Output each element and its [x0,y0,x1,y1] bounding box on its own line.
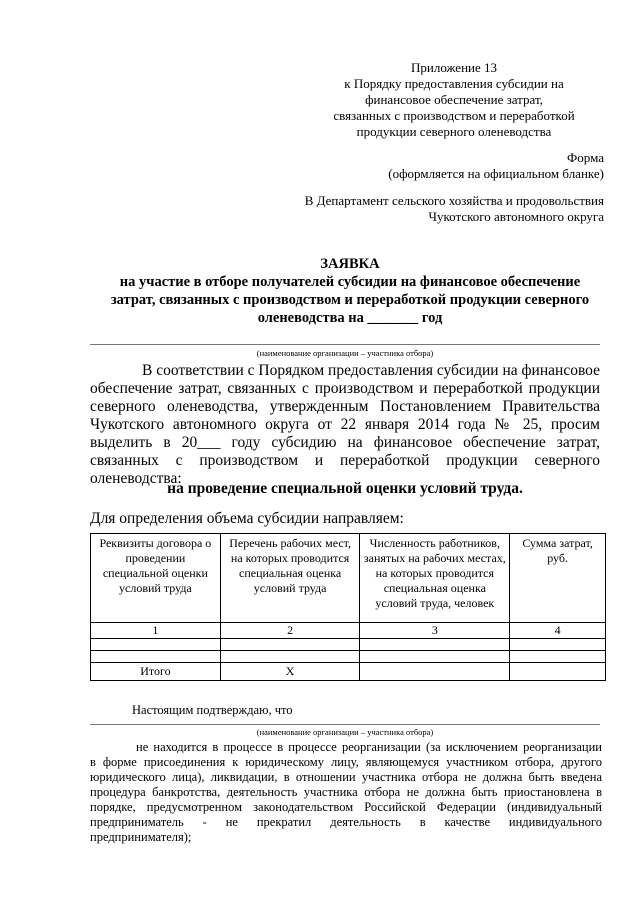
form-label-block [388,150,604,182]
recipient-line: Чукотского автономного округа [428,209,604,224]
form-note: (оформляется на официальном бланке) [388,166,604,181]
table-cell[interactable] [510,663,606,681]
paragraph-line: связанных с производством и переработкой продукции северного [90,452,600,469]
table-cell[interactable] [510,639,606,651]
table-cell[interactable] [220,651,360,663]
table-header-row [91,534,606,623]
paragraph-line: в форме присоединения к юридическому лицу, являющемуся участником отбора, другого [90,755,602,769]
paragraph-line: обеспечение затрат, связанных с производством и переработкой продукции [90,380,600,397]
table-number-cell: 3 [360,623,510,639]
paragraph-line: не находится в процессе в процессе реорганизации (за исключением реорганизации [136,740,602,754]
title-line: оленеводства на _______ год [257,310,443,326]
table-cell[interactable] [360,651,510,663]
table-cell[interactable] [360,639,510,651]
table-total-row [91,663,606,681]
paragraph-line: порядке, предусмотренном законодательством Российской Федерации (индивидуальный [90,800,602,814]
table-cell[interactable] [91,651,221,663]
subsidy-table [90,533,606,681]
appendix-block [304,60,604,140]
paragraph-line: В соответствии с Порядком предоставления субсидии на финансовое [142,362,600,379]
document-title [90,255,610,327]
total-label: Итого [91,663,221,681]
appendix-text-line: к Порядку предоставления субсидии на [344,76,564,91]
table-header-cell: Перечень рабочих мест, на которых проводится специальная оценка условий труда [220,534,360,623]
org-name-caption: (наименование организации – участника отбора) [256,348,434,358]
table-row [91,639,606,651]
paragraph-line: северного оленеводства, утвержденным Постановлением Правительства [90,398,600,415]
appendix-text-line: финансовое обеспечение затрат, [365,92,543,107]
confirm-org-line [90,724,600,725]
table-cell[interactable] [220,639,360,651]
confirm-paragraph [90,740,602,845]
table-cell[interactable] [510,651,606,663]
table-number-cell: 2 [220,623,360,639]
paragraph-line: предпринимателя); [90,830,192,844]
title-line: затрат, связанных с производством и переработкой продукции северного [110,292,590,308]
paragraph-line: процедура банкротства, деятельность участника отбора не должна быть приостановлена в [90,785,602,799]
recipient-block [304,193,604,225]
request-paragraph [90,362,600,488]
table-number-cell: 1 [91,623,221,639]
appendix-text-line: связанных с производством и переработкой [333,108,575,123]
table-row [91,651,606,663]
paragraph-line: предприниматель - не прекратил деятельность в качестве индивидуального [90,815,602,829]
org-name-line [90,344,600,345]
paragraph-line: Чукотского автономного округа от 22 января 2014 года № 25, просим [90,416,600,433]
subsidy-purpose: на проведение специальной оценки условий труда. [167,480,523,497]
table-number-row [91,623,606,639]
table-number-cell: 4 [510,623,606,639]
table-header-cell: Сумма затрат, руб. [510,534,606,623]
appendix-number: Приложение 13 [410,60,498,75]
table-cell[interactable] [360,663,510,681]
title-line: на участие в отборе получателей субсидии на финансовое обеспечение [119,274,581,290]
table-cell[interactable] [91,639,221,651]
paragraph-line: юридического лица), ликвидации, в отношении участника отбора не должна быть введена [90,770,602,784]
table-header-cell: Реквизиты договора о проведении специальной оценки условий труда [91,534,221,623]
form-label: Форма [567,150,604,165]
appendix-text-line: продукции северного оленеводства [356,124,552,139]
paragraph-line: выделить в 20___ году субсидию на финансовое обеспечение затрат, [90,434,600,451]
title-main: ЗАЯВКА [320,256,380,272]
total-mark: Х [220,663,360,681]
confirm-org-caption: (наименование организации – участника отбора) [256,727,434,737]
table-intro: Для определения объема субсидии направляем: [90,510,404,527]
recipient-line: В Департамент сельского хозяйства и продовольствия [304,193,604,208]
paragraph-line: оленеводства: [90,470,182,487]
table-header-cell: Численность работников, занятых на рабочих местах, на которых проводится специальная оценка условий труда, человек [360,534,510,623]
confirm-text: Настоящим подтверждаю, что [132,703,293,717]
